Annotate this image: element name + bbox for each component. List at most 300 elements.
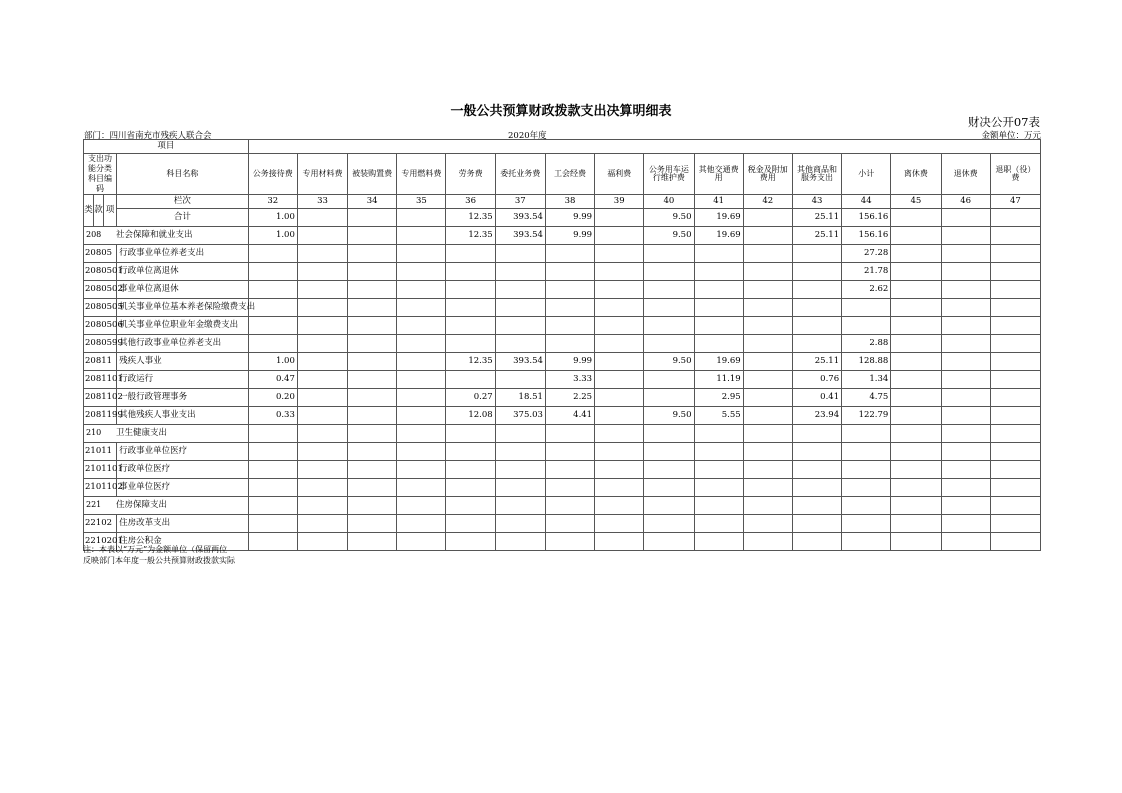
amount-cell: 122.79 — [842, 407, 891, 425]
amount-cell — [348, 263, 397, 281]
amount-cell — [644, 497, 694, 515]
amount-cell — [891, 245, 941, 263]
amount-cell — [644, 533, 694, 551]
amount-cell — [446, 461, 495, 479]
amount-cell — [348, 497, 397, 515]
amount-cell: 18.51 — [495, 389, 545, 407]
column-number: 35 — [397, 195, 446, 209]
amount-cell: 0.27 — [446, 389, 495, 407]
amount-cell — [545, 245, 594, 263]
amount-cell — [397, 263, 446, 281]
amount-cell — [545, 461, 594, 479]
amount-cell — [297, 515, 347, 533]
amount-cell — [495, 263, 545, 281]
subject-name: 事业单位医疗 — [117, 479, 249, 497]
amount-cell — [248, 497, 297, 515]
amount-cell — [595, 533, 644, 551]
amount-cell — [595, 317, 644, 335]
column-number: 33 — [297, 195, 347, 209]
amount-cell — [990, 407, 1040, 425]
amount-cell — [941, 335, 990, 353]
subject-code: 2080501 — [84, 263, 117, 281]
amount-cell — [495, 335, 545, 353]
amount-cell — [397, 407, 446, 425]
amount-cell — [891, 371, 941, 389]
amount-cell — [595, 515, 644, 533]
amount-cell: 4.75 — [842, 389, 891, 407]
amount-cell — [990, 263, 1040, 281]
amount-cell — [397, 389, 446, 407]
amount-cell: 4.41 — [545, 407, 594, 425]
amount-cell — [743, 515, 792, 533]
amount-cell — [891, 317, 941, 335]
amount-cell — [545, 317, 594, 335]
amount-cell — [990, 353, 1040, 371]
amount-cell — [743, 245, 792, 263]
column-header: 专用材料费 — [297, 154, 347, 195]
table-row — [84, 209, 1041, 227]
amount-cell — [397, 335, 446, 353]
amount-cell: 9.99 — [545, 353, 594, 371]
amount-cell — [891, 479, 941, 497]
amount-cell — [891, 533, 941, 551]
amount-cell — [694, 263, 743, 281]
category-code: 221 — [86, 500, 102, 510]
column-number: 39 — [595, 195, 644, 209]
kuan-header: 款 — [94, 195, 104, 227]
amount-cell — [694, 281, 743, 299]
amount-cell — [990, 515, 1040, 533]
amount-cell — [694, 299, 743, 317]
amount-cell — [348, 209, 397, 227]
department-label: 部门：四川省南充市残疾人联合会 — [84, 131, 212, 141]
amount-cell — [743, 353, 792, 371]
subject-code: 2081199 — [84, 407, 117, 425]
category-code: 210 — [86, 428, 102, 438]
amount-cell — [644, 443, 694, 461]
amount-cell — [595, 461, 644, 479]
column-number: 34 — [348, 195, 397, 209]
column-header: 劳务费 — [446, 154, 495, 195]
amount-cell — [397, 515, 446, 533]
subject-code: 2080505 — [84, 299, 117, 317]
amount-cell — [891, 497, 941, 515]
amount-cell — [297, 209, 347, 227]
amount-cell: 2.88 — [842, 335, 891, 353]
amount-cell — [348, 461, 397, 479]
amount-cell — [397, 281, 446, 299]
amount-cell — [941, 533, 990, 551]
amount-cell — [446, 425, 495, 443]
amount-cell — [297, 425, 347, 443]
amount-cell — [248, 461, 297, 479]
amount-cell — [941, 371, 990, 389]
amount-cell — [891, 263, 941, 281]
category-code: 208 — [86, 230, 102, 240]
amount-cell — [990, 461, 1040, 479]
amount-cell: 156.16 — [842, 209, 891, 227]
amount-cell — [495, 425, 545, 443]
amount-cell — [743, 227, 792, 245]
amount-cell: 25.11 — [792, 353, 841, 371]
column-header: 其他商品和服务支出 — [792, 154, 841, 195]
amount-cell — [348, 335, 397, 353]
amount-cell: 0.76 — [792, 371, 841, 389]
table-row — [84, 407, 1041, 425]
column-header: 委托业务费 — [495, 154, 545, 195]
amount-cell — [397, 317, 446, 335]
amount-cell — [694, 443, 743, 461]
amount-cell — [348, 371, 397, 389]
amount-cell — [891, 515, 941, 533]
subject-code: 2080502 — [84, 281, 117, 299]
amount-cell — [694, 515, 743, 533]
table-row — [84, 263, 1041, 281]
amount-cell — [595, 299, 644, 317]
amount-cell — [397, 353, 446, 371]
amount-cell — [248, 299, 297, 317]
amount-cell — [990, 533, 1040, 551]
table-row — [84, 461, 1041, 479]
amount-cell — [397, 479, 446, 497]
amount-cell — [495, 317, 545, 335]
amount-cell — [694, 335, 743, 353]
amount-cell: 1.00 — [248, 209, 297, 227]
table-row — [84, 299, 1041, 317]
amount-cell: 27.28 — [842, 245, 891, 263]
amount-cell — [644, 335, 694, 353]
amount-cell — [990, 443, 1040, 461]
subject-name: 机关事业单位职业年金缴费支出 — [117, 317, 249, 335]
amount-cell — [990, 245, 1040, 263]
amount-cell — [545, 515, 594, 533]
amount-cell — [595, 353, 644, 371]
amount-cell — [248, 317, 297, 335]
amount-cell — [941, 389, 990, 407]
subject-name: 事业单位离退休 — [117, 281, 249, 299]
column-number: 47 — [990, 195, 1040, 209]
amount-cell — [595, 227, 644, 245]
column-number: 40 — [644, 195, 694, 209]
amount-cell — [495, 479, 545, 497]
amount-cell — [792, 335, 841, 353]
table-row — [84, 497, 1041, 515]
amount-cell — [297, 389, 347, 407]
amount-cell — [595, 479, 644, 497]
amount-cell — [891, 461, 941, 479]
amount-cell — [595, 443, 644, 461]
amount-cell — [545, 479, 594, 497]
subject-name: 机关事业单位基本养老保险缴费支出 — [117, 299, 249, 317]
amount-cell — [348, 443, 397, 461]
amount-cell — [545, 497, 594, 515]
amount-cell — [644, 425, 694, 443]
name-header: 科目名称 — [117, 154, 249, 195]
code-header: 支出功能分类科目编码 — [84, 154, 117, 195]
amount-cell: 12.35 — [446, 353, 495, 371]
amount-cell — [743, 263, 792, 281]
amount-cell — [248, 425, 297, 443]
amount-cell — [348, 281, 397, 299]
amount-cell — [348, 245, 397, 263]
header-row-project — [84, 140, 1041, 154]
amount-cell — [495, 443, 545, 461]
amount-cell — [446, 245, 495, 263]
amount-cell — [595, 245, 644, 263]
total-label: 合计 — [117, 209, 249, 227]
amount-cell — [397, 497, 446, 515]
amount-cell — [348, 407, 397, 425]
amount-cell — [941, 497, 990, 515]
column-number: 44 — [842, 195, 891, 209]
amount-cell: 11.19 — [694, 371, 743, 389]
amount-cell — [941, 461, 990, 479]
column-header: 公务用车运行维护费 — [644, 154, 694, 195]
amount-cell — [990, 281, 1040, 299]
subject-name: 残疾人事业 — [117, 353, 249, 371]
unit-label: 金额单位：万元 — [981, 131, 1041, 141]
amount-cell — [595, 335, 644, 353]
amount-cell — [941, 299, 990, 317]
amount-cell — [248, 245, 297, 263]
amount-cell: 2.95 — [694, 389, 743, 407]
amount-cell — [694, 533, 743, 551]
amount-cell — [842, 497, 891, 515]
amount-cell: 9.99 — [545, 209, 594, 227]
amount-cell — [743, 299, 792, 317]
table-row — [84, 245, 1041, 263]
amount-cell — [545, 443, 594, 461]
amount-cell: 2.62 — [842, 281, 891, 299]
amount-cell — [941, 227, 990, 245]
subject-name: 一般行政管理事务 — [117, 389, 249, 407]
form-number: 财决公开07表 — [967, 115, 1040, 129]
amount-cell: 1.34 — [842, 371, 891, 389]
year-label: 2020年度 — [508, 131, 547, 141]
subject-code: 21011 — [84, 443, 117, 461]
amount-cell — [397, 227, 446, 245]
amount-cell — [694, 461, 743, 479]
table-row — [84, 353, 1041, 371]
amount-cell — [297, 533, 347, 551]
amount-cell — [446, 335, 495, 353]
amount-cell — [495, 515, 545, 533]
page-title: 一般公共预算财政拨款支出决算明细表 — [450, 104, 672, 119]
amount-cell — [397, 371, 446, 389]
amount-cell — [297, 299, 347, 317]
amount-cell — [495, 245, 545, 263]
subject-code: 2210201 — [84, 533, 117, 551]
subject-code: 2101101 — [84, 461, 117, 479]
table-row — [84, 317, 1041, 335]
amount-cell: 19.69 — [694, 353, 743, 371]
amount-cell: 5.55 — [694, 407, 743, 425]
amount-cell — [545, 281, 594, 299]
amount-cell — [891, 407, 941, 425]
amount-cell — [348, 533, 397, 551]
amount-cell — [891, 443, 941, 461]
amount-cell — [891, 353, 941, 371]
column-number: 36 — [446, 195, 495, 209]
amount-cell — [694, 245, 743, 263]
amount-cell — [397, 425, 446, 443]
table-row — [84, 389, 1041, 407]
amount-cell — [297, 263, 347, 281]
amount-cell: 156.16 — [842, 227, 891, 245]
amount-cell — [248, 443, 297, 461]
amount-cell — [397, 209, 446, 227]
amount-cell — [842, 299, 891, 317]
column-header: 工会经费 — [545, 154, 594, 195]
amount-cell — [792, 443, 841, 461]
amount-cell — [348, 227, 397, 245]
amount-cell — [941, 425, 990, 443]
amount-cell — [545, 263, 594, 281]
amount-cell — [990, 389, 1040, 407]
amount-cell — [990, 209, 1040, 227]
amount-cell — [446, 533, 495, 551]
amount-cell — [694, 497, 743, 515]
amount-cell — [842, 461, 891, 479]
amount-cell — [495, 281, 545, 299]
amount-cell — [495, 533, 545, 551]
amount-cell — [941, 317, 990, 335]
amount-cell: 25.11 — [792, 209, 841, 227]
amount-cell — [446, 497, 495, 515]
amount-cell — [248, 335, 297, 353]
amount-cell — [644, 299, 694, 317]
amount-cell — [941, 281, 990, 299]
amount-cell: 12.35 — [446, 209, 495, 227]
amount-cell — [545, 533, 594, 551]
amount-cell — [446, 443, 495, 461]
column-header: 小计 — [842, 154, 891, 195]
amount-cell — [743, 209, 792, 227]
amount-cell: 1.00 — [248, 353, 297, 371]
column-number: 37 — [495, 195, 545, 209]
category-name: 住房保障支出 — [116, 500, 168, 511]
subject-name: 其他行政事业单位养老支出 — [117, 335, 249, 353]
amount-cell — [941, 407, 990, 425]
subject-name: 住房改革支出 — [117, 515, 249, 533]
subject-code: 2101102 — [84, 479, 117, 497]
amount-cell — [595, 371, 644, 389]
column-header: 专用燃料费 — [397, 154, 446, 195]
subject-name: 其他残疾人事业支出 — [117, 407, 249, 425]
amount-cell — [248, 281, 297, 299]
amount-cell — [743, 281, 792, 299]
note-line-1: 注：本表以“万元”为金额单位（保留两位 — [83, 545, 228, 554]
amount-cell — [348, 353, 397, 371]
table-row — [84, 281, 1041, 299]
subject-code: 2081102 — [84, 389, 117, 407]
amount-cell: 9.50 — [644, 209, 694, 227]
amount-cell — [644, 461, 694, 479]
amount-cell: 1.00 — [248, 227, 297, 245]
column-index-label: 栏次 — [117, 195, 249, 209]
amount-cell — [297, 245, 347, 263]
column-header: 离休费 — [891, 154, 941, 195]
subject-name: 行政运行 — [117, 371, 249, 389]
header-row-index — [84, 195, 1041, 209]
amount-cell: 0.47 — [248, 371, 297, 389]
amount-cell — [792, 281, 841, 299]
subject-code: 2081101 — [84, 371, 117, 389]
footnote — [83, 544, 253, 566]
column-number: 38 — [545, 195, 594, 209]
amount-cell: 393.54 — [495, 209, 545, 227]
amount-cell — [595, 425, 644, 443]
amount-cell — [891, 209, 941, 227]
amount-cell — [792, 479, 841, 497]
amount-cell: 0.33 — [248, 407, 297, 425]
amount-cell: 9.99 — [545, 227, 594, 245]
lei-header: 类 — [84, 195, 94, 227]
amount-cell — [446, 515, 495, 533]
amount-cell — [891, 227, 941, 245]
amount-cell — [595, 263, 644, 281]
category-cell — [84, 497, 249, 515]
column-number: 42 — [743, 195, 792, 209]
amount-cell — [397, 245, 446, 263]
column-number: 45 — [891, 195, 941, 209]
amount-cell — [743, 533, 792, 551]
amount-cell — [990, 299, 1040, 317]
subject-code: 2080506 — [84, 317, 117, 335]
subject-name: 行政单位离退休 — [117, 263, 249, 281]
amount-cell — [348, 389, 397, 407]
amount-cell — [348, 317, 397, 335]
amount-cell — [743, 407, 792, 425]
amount-cell — [792, 425, 841, 443]
amount-cell — [644, 263, 694, 281]
amount-cell — [397, 299, 446, 317]
amount-cell — [495, 461, 545, 479]
amount-cell — [743, 335, 792, 353]
amount-cell — [644, 245, 694, 263]
amount-cell — [990, 425, 1040, 443]
category-name: 社会保障和就业支出 — [116, 230, 193, 241]
amount-cell — [941, 209, 990, 227]
amount-cell — [792, 497, 841, 515]
amount-cell — [792, 461, 841, 479]
amount-cell — [297, 335, 347, 353]
amount-cell — [990, 371, 1040, 389]
amount-cell — [941, 515, 990, 533]
amount-cell — [941, 353, 990, 371]
amount-cell — [792, 317, 841, 335]
amount-cell — [545, 335, 594, 353]
amount-cell — [446, 371, 495, 389]
column-number: 46 — [941, 195, 990, 209]
amount-cell — [297, 443, 347, 461]
table-row — [84, 335, 1041, 353]
amount-cell — [495, 497, 545, 515]
category-cell — [84, 227, 249, 245]
subject-name: 行政事业单位养老支出 — [117, 245, 249, 263]
amount-cell — [297, 317, 347, 335]
amount-cell — [792, 263, 841, 281]
amount-cell — [348, 299, 397, 317]
amount-cell — [743, 389, 792, 407]
amount-cell — [842, 479, 891, 497]
amount-cell — [595, 497, 644, 515]
amount-cell — [495, 371, 545, 389]
amount-cell: 12.08 — [446, 407, 495, 425]
amount-cell — [297, 353, 347, 371]
column-header: 退休费 — [941, 154, 990, 195]
amount-cell — [842, 443, 891, 461]
